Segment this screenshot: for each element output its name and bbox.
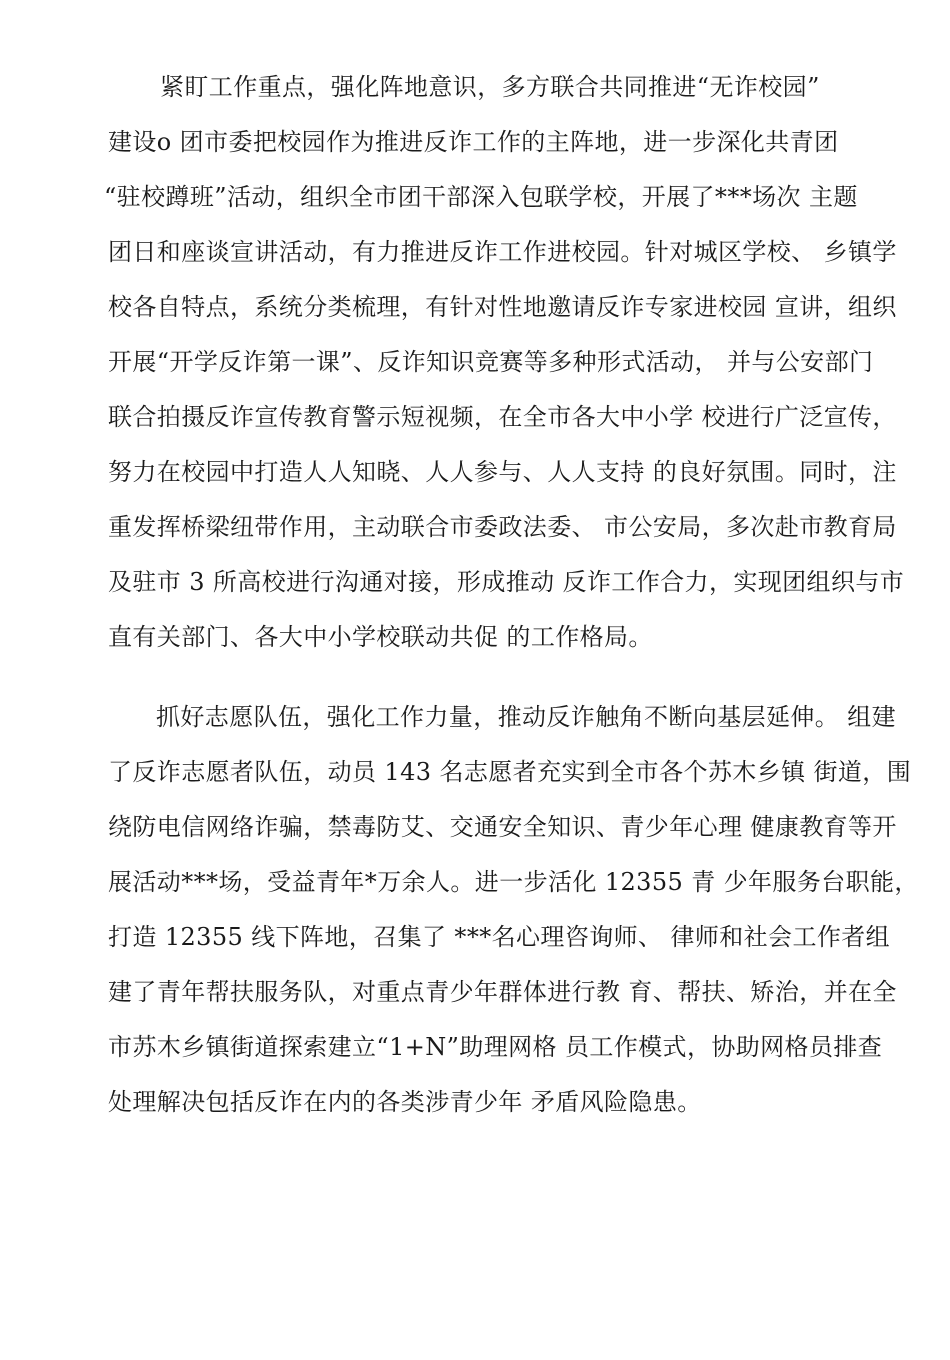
text-line: 建了青年帮扶服务队，对重点青少年群体进行教 育、帮扶、矫治，并在全 [108,978,897,1006]
text-line: 了反诈志愿者队伍，动员 143 名志愿者充实到全市各个苏木乡镇 街道，围 [108,758,912,786]
text-line: 市苏木乡镇街道探索建立“1+N”助理网格 员工作模式，协助网格员排查 [108,1033,883,1061]
text-line: 团日和座谈宣讲活动，有力推进反诈工作进校园。针对城区学校、 乡镇学 [108,238,897,266]
text-line: 重发挥桥梁纽带作用，主动联合市委政法委、 市公安局，多次赴市教育局 [108,513,897,541]
text-line: 展活动***场，受益青年*万余人。进一步活化 12355 青 少年服务台职能， [108,868,919,896]
text-line: 打造 12355 线下阵地，召集了 ***名心理咨询师、 律师和社会工作者组 [108,923,891,951]
text-line: “驻校蹲班”活动，组织全市团干部深入包联学校，开展了***场次 主题 [104,183,858,211]
text-line: 直有关部门、各大中小学校联动共促 的工作格局。 [108,623,653,651]
text-line: 抓好志愿队伍，强化工作力量，推动反诈触角不断向基层延伸。 组建 [156,703,897,731]
text-line: 及驻市 3 所高校进行沟通对接，形成推动 反诈工作合力，实现团组织与市 [108,568,905,596]
text-line: 紧盯工作重点，强化阵地意识，多方联合共同推进“无诈校园” [160,73,820,101]
text-line: 校各自特点，系统分类梳理，有针对性地邀请反诈专家进校园 宣讲，组织 [108,293,897,321]
text-line: 努力在校园中打造人人知晓、人人参与、人人支持 的良好氛围。同时，注 [108,458,897,486]
text-line: 处理解决包括反诈在内的各类涉青少年 矛盾风险隐患。 [108,1088,702,1116]
text-line: 建设o 团市委把校园作为推进反诈工作的主阵地，进一步深化共青团 [108,128,839,156]
text-line: 绕防电信网络诈骗，禁毒防艾、交通安全知识、青少年心理 健康教育等开 [108,813,897,841]
text-line: 开展“开学反诈第一课”、反诈知识竞赛等多种形式活动， 并与公安部门 [108,348,874,376]
text-line: 联合拍摄反诈宣传教育警示短视频，在全市各大中小学 校进行广泛宣传， [108,403,897,431]
